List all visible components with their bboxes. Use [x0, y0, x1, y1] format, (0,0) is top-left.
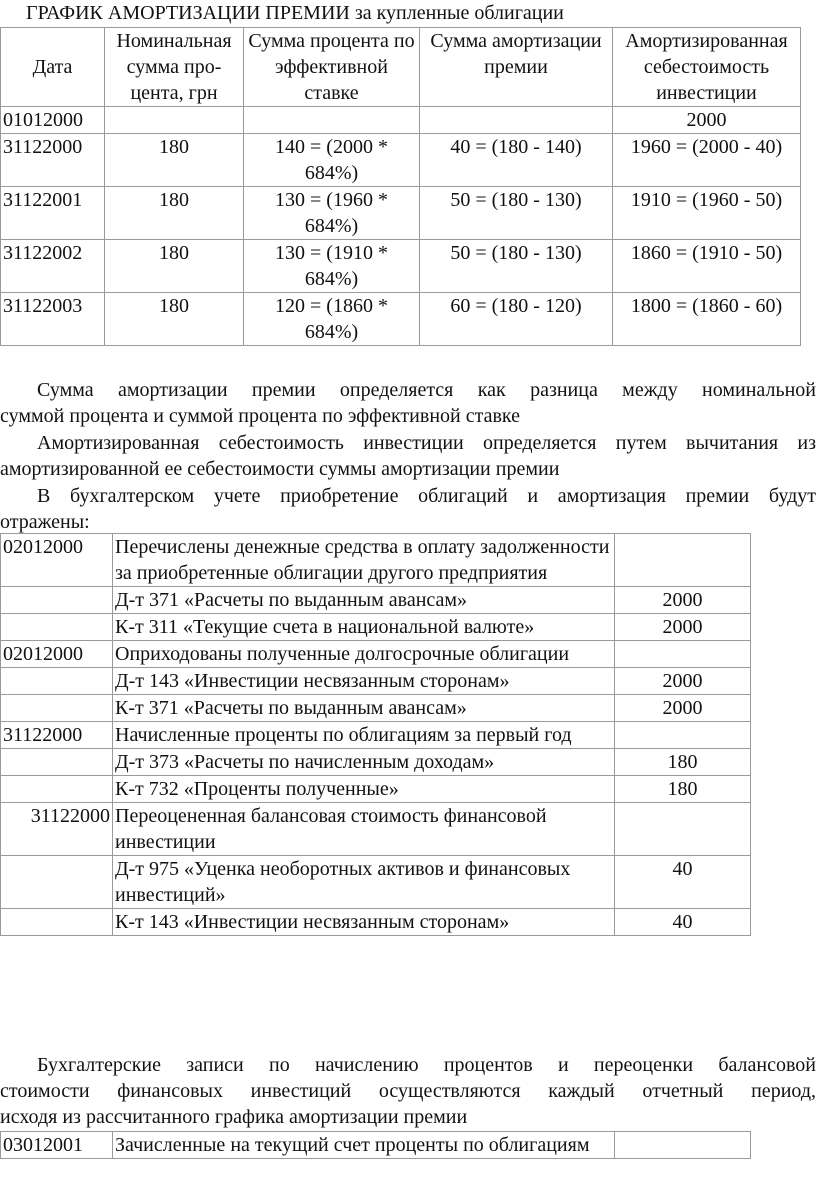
amort-cell: 50 = (180 - 130) [420, 187, 613, 240]
effective-cell: 140 = (2000 * 684%) [244, 134, 420, 187]
date-cell: 02012000 [1, 534, 113, 587]
entry-text-cell: Д-т 373 «Расчеты по начисленным доходам» [113, 749, 615, 776]
date-cell: 31122000 [1, 803, 113, 856]
paragraph-line: исходя из рассчитанного графика амортизации премии [0, 1106, 468, 1128]
header-cell: Дата [1, 28, 105, 107]
table-row [1, 134, 801, 187]
header-cell: Сумма процента по эффективной ставке [244, 28, 420, 107]
cost-cell: 1860 = (1910 - 50) [613, 240, 801, 293]
paragraph-line: Бухгалтерские записи по начислению процентов и переоценки балансовой [37, 1054, 816, 1076]
date-cell [1, 909, 113, 936]
paragraph-line: отражены: [0, 511, 90, 533]
amount-cell [615, 534, 751, 587]
date-cell [1, 749, 113, 776]
entry-text-cell: К-т 371 «Расчеты по выданным авансам» [113, 695, 615, 722]
table-row [1, 534, 751, 587]
amount-cell: 2000 [615, 695, 751, 722]
entry-text-cell: К-т 311 «Текущие счета в национальной валюте» [113, 614, 615, 641]
table-row [1, 668, 751, 695]
amort-cell: 40 = (180 - 140) [420, 134, 613, 187]
paragraph-periodic-entries [0, 1052, 816, 1130]
nominal-cell [105, 107, 244, 134]
date-cell: 01012000 [1, 107, 105, 134]
entry-text-cell: Д-т 975 «Уценка необоротных активов и финансовых инвестиций» [113, 856, 615, 909]
table-row [1, 614, 751, 641]
date-cell: 03012001 [1, 1132, 113, 1159]
table-row [1, 587, 751, 614]
amount-cell: 40 [615, 856, 751, 909]
paragraph-line: В бухгалтерском учете приобретение облигаций и амортизация премии будут [37, 485, 816, 507]
table-row [1, 107, 801, 134]
effective-cell: 130 = (1960 * 684%) [244, 187, 420, 240]
amount-cell: 2000 [615, 587, 751, 614]
table-row [1, 1132, 751, 1159]
effective-cell: 130 = (1910 * 684%) [244, 240, 420, 293]
amount-cell [615, 803, 751, 856]
entry-text-cell: Д-т 371 «Расчеты по выданным авансам» [113, 587, 615, 614]
entry-text-cell: К-т 143 «Инвестиции несвязанным сторонам» [113, 909, 615, 936]
header-cell: Амортизированная себестоимость инвестиции [613, 28, 801, 107]
amount-cell [615, 1132, 751, 1159]
paragraph-line: суммой процента и суммой процента по эффективной ставке [0, 405, 520, 427]
paragraph-accounting-intro [0, 483, 816, 535]
cost-cell: 1910 = (1960 - 50) [613, 187, 801, 240]
nominal-cell: 180 [105, 187, 244, 240]
table-row [1, 722, 751, 749]
amount-cell [615, 722, 751, 749]
journal-entries-table-2 [0, 1131, 751, 1159]
paragraph-line: Сумма амортизации премии определяется как разница между номинальной [37, 379, 816, 401]
amount-cell: 40 [615, 909, 751, 936]
date-cell [1, 776, 113, 803]
date-cell: 31122002 [1, 240, 105, 293]
amount-cell: 180 [615, 749, 751, 776]
entry-text-cell: Перечислены денежные средства в оплату задолженности за приобретенные облигации другого предприятия [113, 534, 615, 587]
entry-text-cell: Начисленные проценты по облигациям за первый год [113, 722, 615, 749]
nominal-cell: 180 [105, 240, 244, 293]
paragraph-line: Амортизированная себестоимость инвестиции определяется путем вычитания из [37, 432, 816, 454]
date-cell: 31122003 [1, 293, 105, 346]
date-cell [1, 856, 113, 909]
table-row [1, 293, 801, 346]
date-cell: 02012000 [1, 641, 113, 668]
schedule-title: ГРАФИК АМОРТИЗАЦИИ ПРЕМИИ за купленные облигации [26, 2, 564, 24]
amount-cell: 180 [615, 776, 751, 803]
effective-cell: 120 = (1860 * 684%) [244, 293, 420, 346]
paragraph-cost-definition [0, 430, 816, 482]
nominal-cell: 180 [105, 293, 244, 346]
cost-cell: 2000 [613, 107, 801, 134]
table-header-row [1, 28, 801, 107]
cost-cell: 1800 = (1860 - 60) [613, 293, 801, 346]
date-cell [1, 668, 113, 695]
amortization-schedule-table [0, 27, 801, 346]
nominal-cell: 180 [105, 134, 244, 187]
amount-cell [615, 641, 751, 668]
date-cell [1, 695, 113, 722]
cost-cell: 1960 = (2000 - 40) [613, 134, 801, 187]
entry-text-cell: Переоцененная балансовая стоимость финансовой инвестиции [113, 803, 615, 856]
date-cell: 31122000 [1, 134, 105, 187]
paragraph-amortization-definition [0, 377, 816, 429]
table-row [1, 695, 751, 722]
table-row [1, 909, 751, 936]
date-cell: 31122000 [1, 722, 113, 749]
amort-cell: 50 = (180 - 130) [420, 240, 613, 293]
paragraph-line: стоимости финансовых инвестиций осуществляются каждый отчетный период, [0, 1080, 816, 1102]
header-cell: Номинальная сумма про-цента, грн [105, 28, 244, 107]
paragraph-line: амортизированной ее себестоимости суммы амортизации премии [0, 458, 560, 480]
entry-text-cell: Зачисленные на текущий счет проценты по облигациям [113, 1132, 615, 1159]
table-row [1, 641, 751, 668]
journal-entries-table [0, 533, 751, 936]
date-cell: 31122001 [1, 187, 105, 240]
table-row [1, 776, 751, 803]
entry-text-cell: Д-т 143 «Инвестиции несвязанным сторонам» [113, 668, 615, 695]
table-row [1, 187, 801, 240]
amort-cell: 60 = (180 - 120) [420, 293, 613, 346]
table-row [1, 749, 751, 776]
effective-cell [244, 107, 420, 134]
table-row [1, 856, 751, 909]
amount-cell: 2000 [615, 614, 751, 641]
date-cell [1, 614, 113, 641]
header-cell: Сумма амортизации премии [420, 28, 613, 107]
table-row [1, 803, 751, 856]
amort-cell [420, 107, 613, 134]
entry-text-cell: Оприходованы полученные долгосрочные облигации [113, 641, 615, 668]
date-cell [1, 587, 113, 614]
entry-text-cell: К-т 732 «Проценты полученные» [113, 776, 615, 803]
amount-cell: 2000 [615, 668, 751, 695]
table-row [1, 240, 801, 293]
